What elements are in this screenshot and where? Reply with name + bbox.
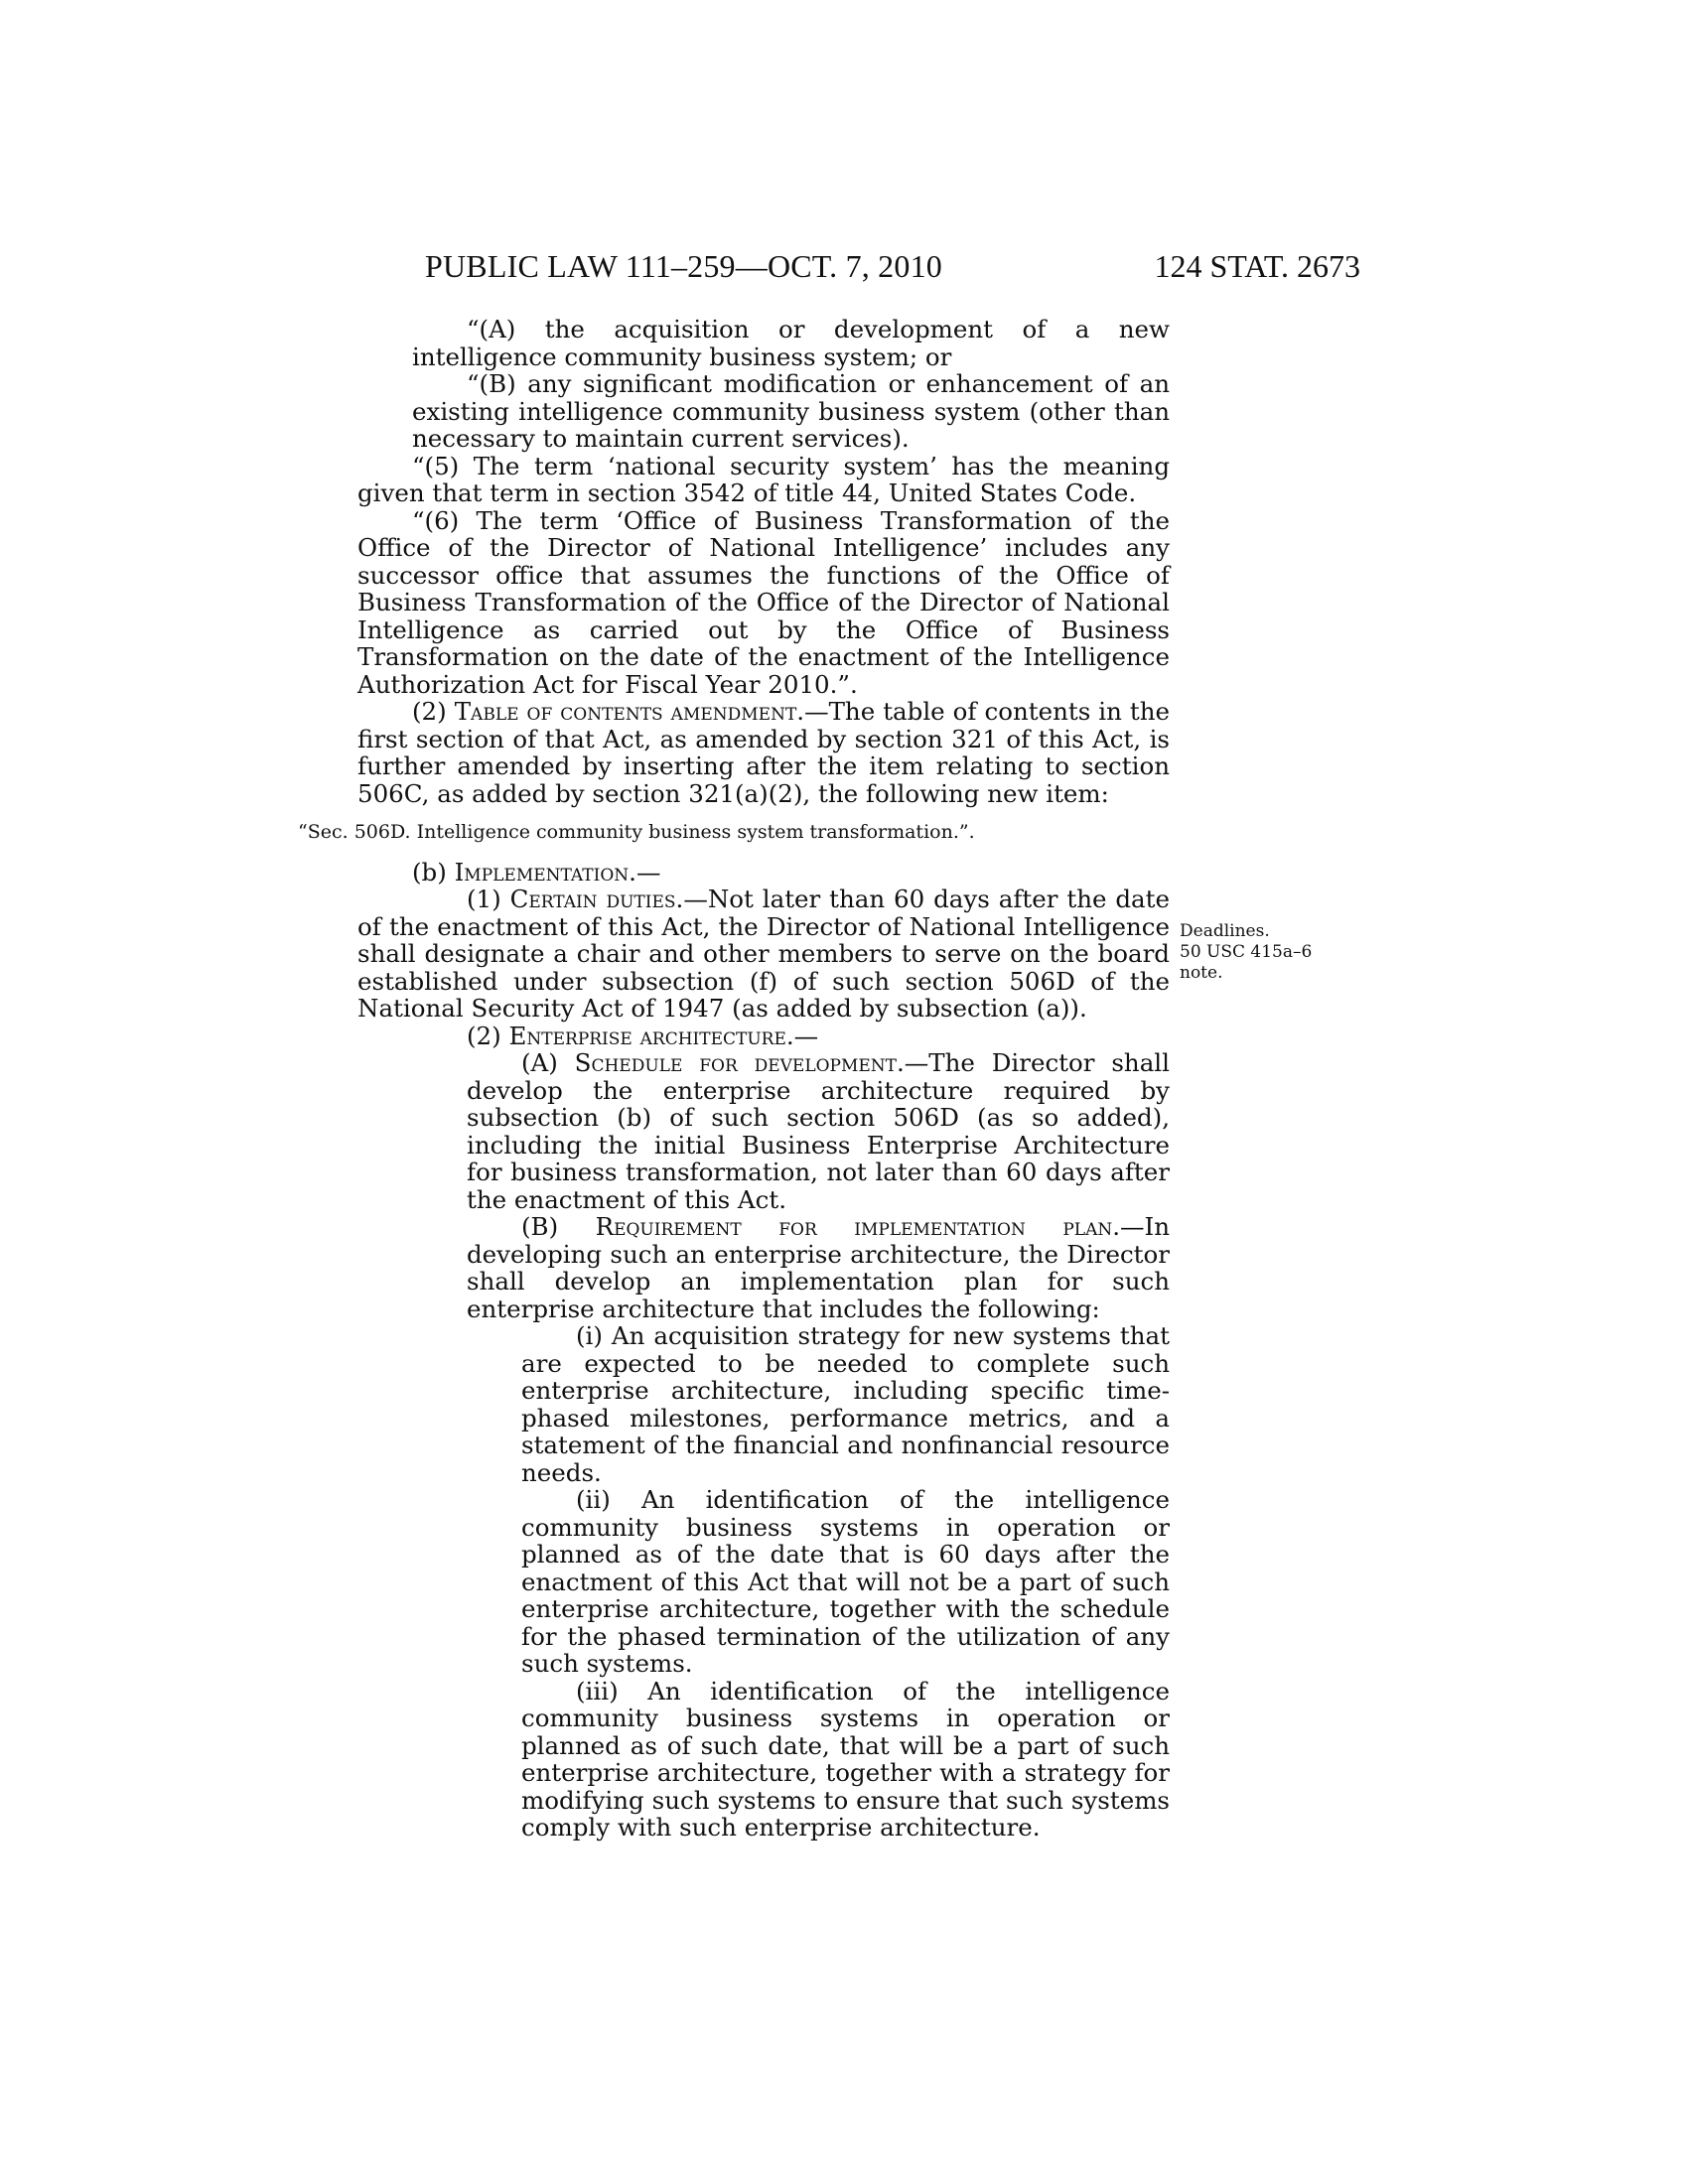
implementation-plan-number: (B) [521, 1212, 559, 1241]
schedule-heading: Schedule for development [574, 1048, 898, 1077]
implementation-plan-paragraph [357, 1213, 1170, 1322]
implementation-dash: .— [629, 857, 661, 887]
certain-duties-number: (1) [467, 885, 501, 913]
implementation-title: Implementation [454, 857, 630, 887]
enterprise-architecture-number: (2) [467, 1021, 501, 1050]
paragraph-6: “(6) The term ‘Office of Business Transformation of the Office of the Director of National Intelligence’ includes any successor office that assumes the functions of the Office of Business Transformation of the Office of the Director of National Intelligence as carried out by the Office of Business Transformation on the date of the enactment of the Intelligence Authorization Act for Fiscal Year 2010.”. [357, 505, 1170, 699]
margin-note-deadlines: Deadlines. [1180, 921, 1270, 941]
schedule-number: (A) [521, 1048, 558, 1077]
clause-iii: (iii) An identification of the intelligence community business systems in operation or planned as of such date, that will be a part of such enterprise architecture, together with a strategy for modifying such systems to ensure that such systems comply with such enterprise architecture. [521, 1676, 1170, 1842]
enterprise-architecture-dash: .— [785, 1021, 819, 1050]
toc-amendment-heading: Table of contents amendment [454, 697, 797, 726]
enterprise-architecture-title: Enterprise architecture [508, 1021, 786, 1050]
enterprise-architecture-heading [357, 1023, 1170, 1050]
schedule-text: .—The Director shall develop the enterprise architecture required by subsection (b) of such section 506D (as so added), including the initial Business Enterprise Architecture for business transformation, not later than 60 days after the enactment of this Act. [467, 1048, 1170, 1214]
implementation-number: (b) [412, 857, 447, 887]
implementation-heading [357, 859, 1170, 887]
toc-inserted-item: “Sec. 506D. Intelligence community business system transformation.”. [298, 821, 975, 843]
paragraph-b: “(B) any significant modification or enhancement of an existing intelligence community business system (other than necessary to maintain current services). [412, 369, 1170, 453]
clause-i: (i) An acquisition strategy for new systems that are expected to be needed to complete such enterprise architecture, including specific time-phased milestones, performance metrics, and a statement of the financial and nonfinancial resource needs. [521, 1321, 1170, 1487]
certain-duties-text: .—Not later than 60 days after the date of the enactment of this Act, the Director of National Intelligence shall designate a chair and other members to serve on the board established under subsection (f) of such section 506D of the National Security Act of 1947 (as added by subsection (a)). [357, 885, 1170, 1023]
toc-amendment-number: (2) [412, 697, 447, 726]
body-text [298, 315, 1170, 1842]
toc-amendment-paragraph [357, 698, 1170, 807]
margin-note-usc: 50 USC 415a–6 [1180, 942, 1313, 962]
certain-duties-heading: Certain duties [509, 885, 676, 913]
toc-amendment-text: .—The table of contents in the first section of that Act, as amended by section 321 of this Act, is further amended by inserting after the item relating to section 506C, as added by section 321(a)(2), the following new item: [357, 697, 1170, 808]
clause-ii: (ii) An identification of the intelligence community business systems in operation or planned as of the date that is 60 days after the enactment of this Act that will not be a part of such enterprise architecture, together with the schedule for the phased termination of the utilization of any such systems. [521, 1485, 1170, 1678]
implementation-plan-text: .—In developing such an enterprise architecture, the Director shall develop an implementation plan for such enterprise architecture that includes the following: [467, 1212, 1170, 1323]
paragraph-a: “(A) the acquisition or development of a new intelligence community business system; or [412, 315, 1170, 371]
margin-note-note: note. [1180, 963, 1223, 983]
certain-duties-paragraph [357, 886, 1170, 1023]
implementation-plan-heading: Requirement for implementation plan [595, 1212, 1113, 1241]
paragraph-5: “(5) The term ‘national security system’ has the meaning given that term in section 3542 of title 44, United States Code. [357, 451, 1170, 507]
margin-note [1180, 921, 1378, 984]
statute-citation: 124 STAT. 2673 [1154, 248, 1360, 284]
schedule-paragraph [357, 1049, 1170, 1213]
running-head: PUBLIC LAW 111–259—OCT. 7, 2010 [425, 248, 942, 284]
